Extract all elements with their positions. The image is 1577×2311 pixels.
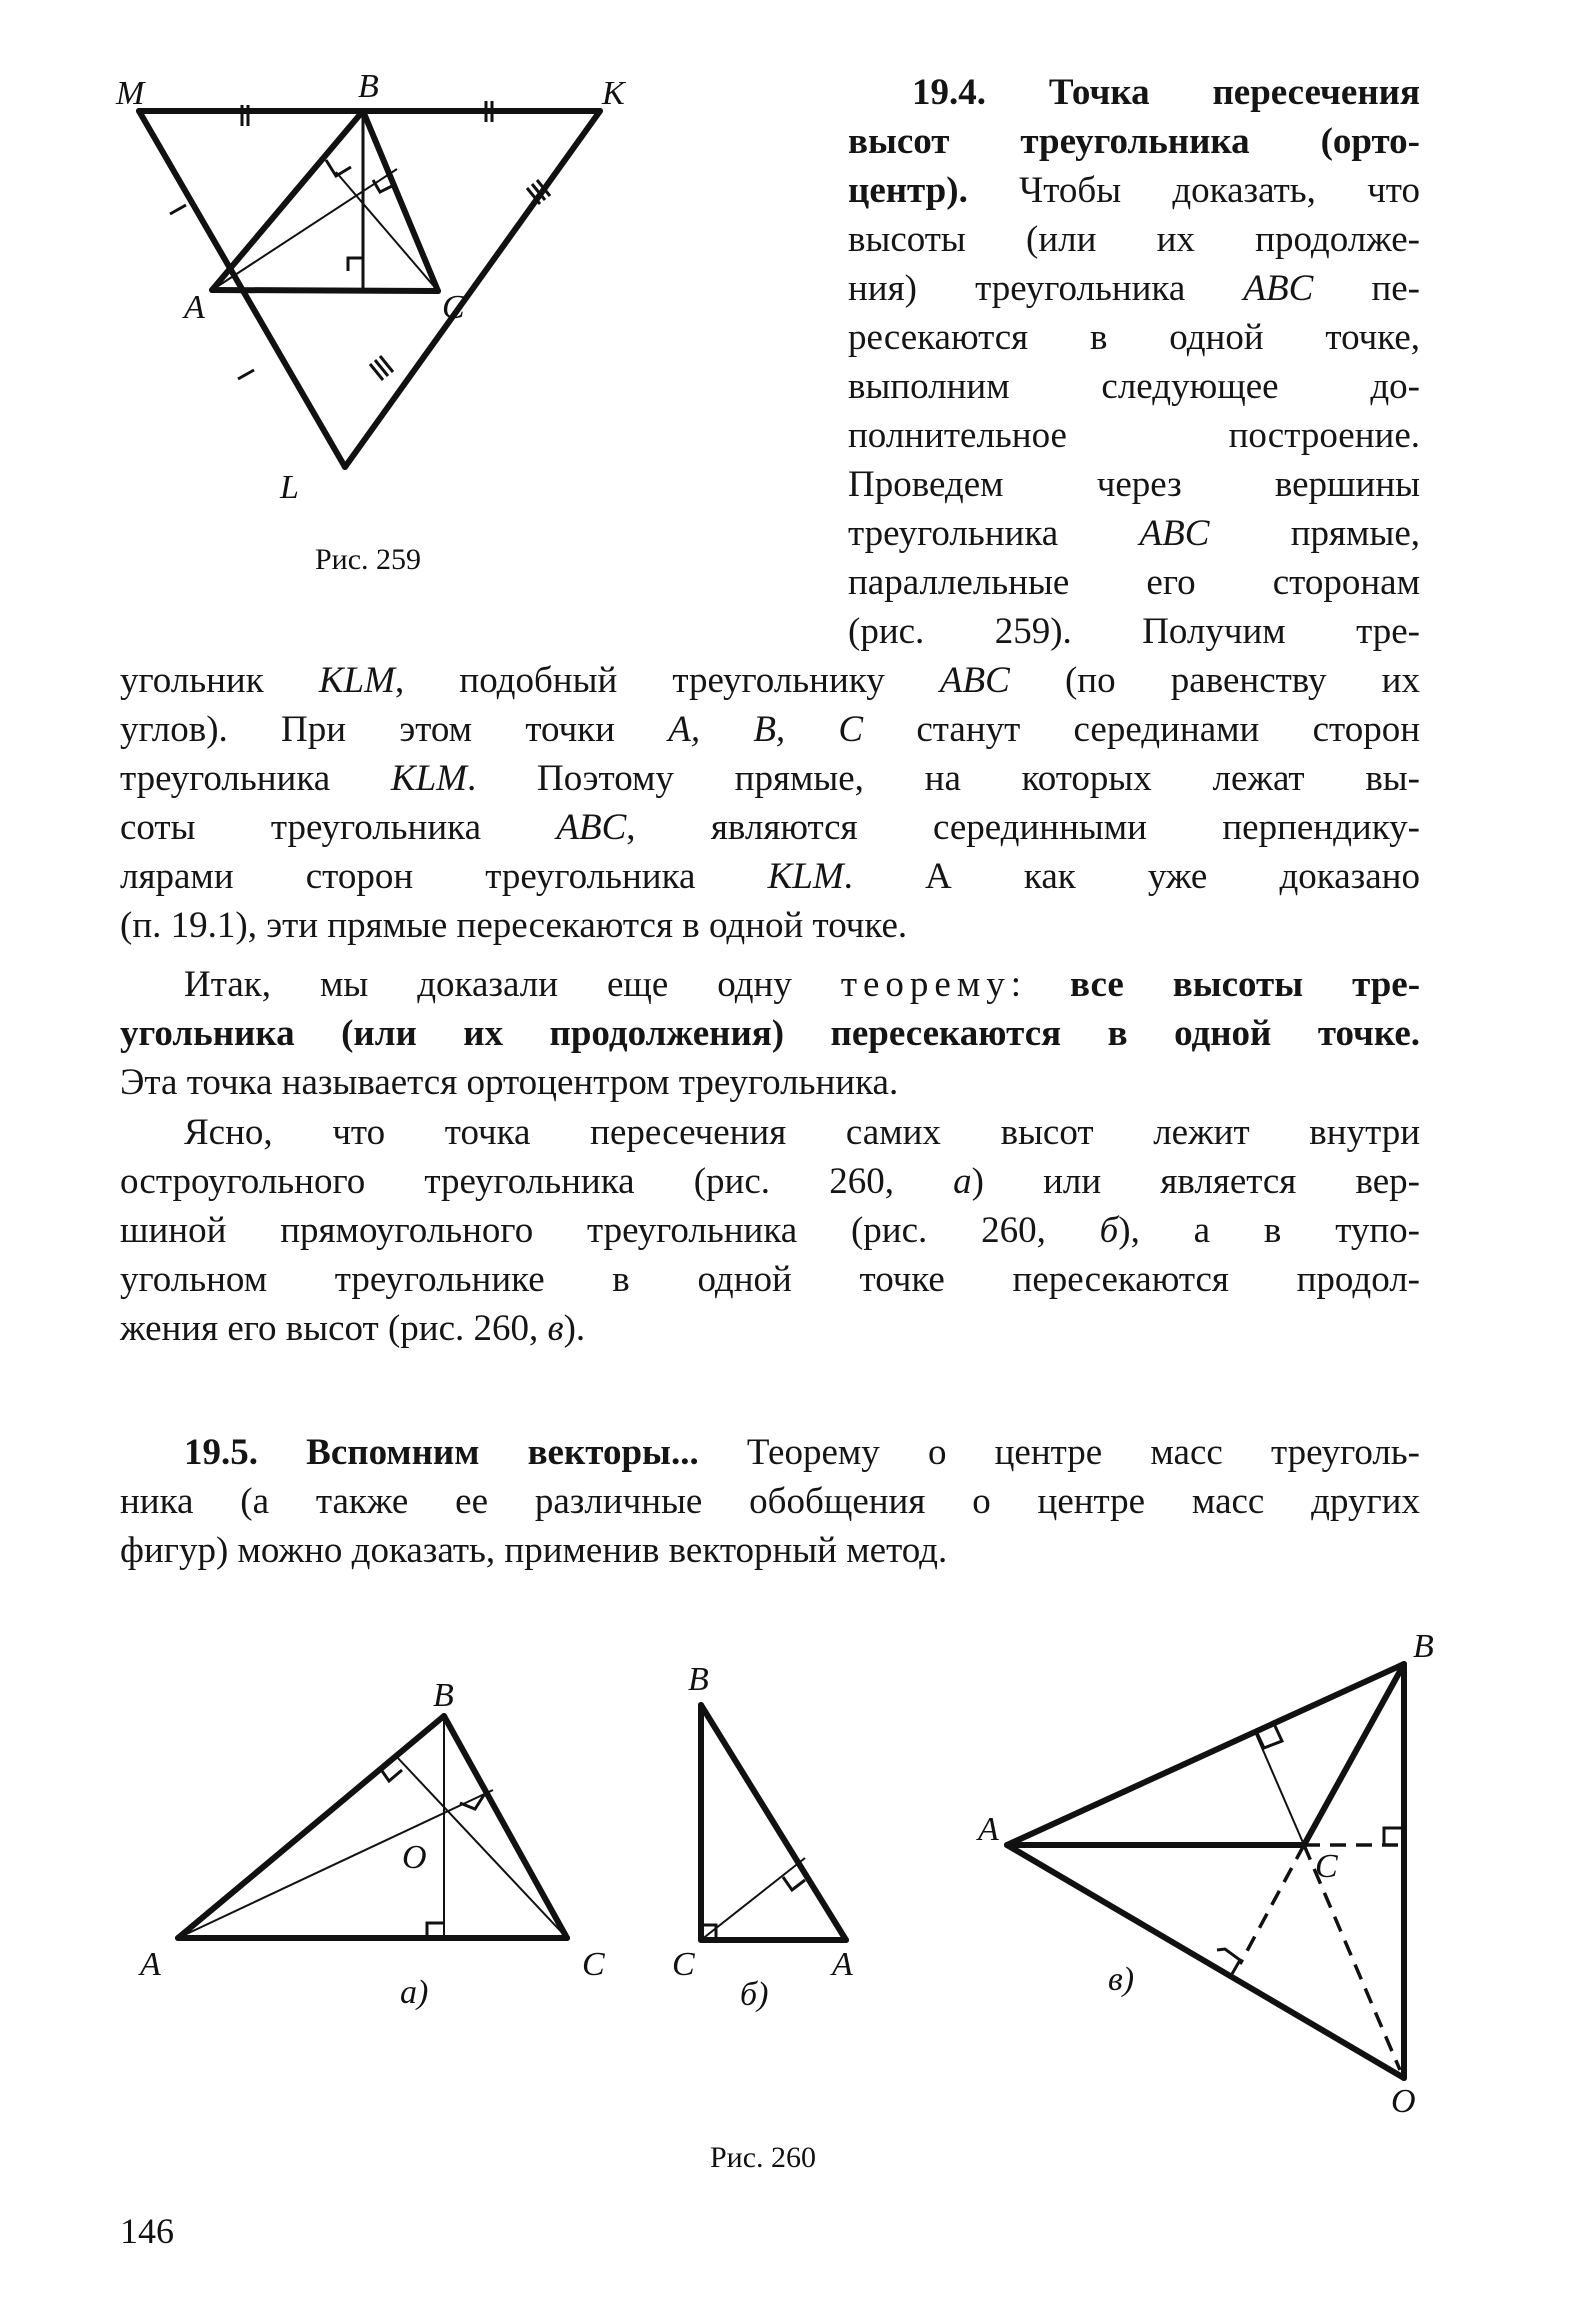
figure-260-caption: Рис. 260: [710, 2141, 817, 2174]
label-a: A: [832, 1946, 853, 1983]
text-line: фигур) можно доказать, применив векторный метод.: [120, 1530, 948, 1571]
text-line: угольном треугольнике в одной точке пересекаются продол-: [120, 1259, 1420, 1300]
text-line: Проведем через вершины: [848, 464, 1420, 505]
text-line: соты треугольника ABC, являются серединными перпендику-: [120, 807, 1420, 848]
text-line: 19.5. Вспомним векторы... Теорему о центре масс треуголь-: [184, 1432, 1420, 1473]
right-angle-mark: [783, 1877, 805, 1890]
text-line: Ясно, что точка пересечения самих высот лежит внутри: [184, 1112, 1420, 1153]
label-c: C: [1315, 1848, 1338, 1885]
label-c: C: [582, 1946, 605, 1983]
right-angle-mark: [460, 1795, 484, 1809]
text-line: шиной прямоугольного треугольника (рис. 260, б), а в тупо-: [120, 1210, 1420, 1251]
text-line: ния) треугольника ABC пе-: [848, 268, 1421, 309]
figure-260-b: [672, 1661, 853, 2013]
text-line: выполним следующее до-: [848, 366, 1420, 407]
subfigure-label-c: в): [1108, 1961, 1135, 1998]
label-b: B: [433, 1677, 454, 1714]
section-19-4-title-line: 19.4. Точка пересечения: [912, 72, 1420, 113]
label-o: O: [402, 1839, 427, 1876]
figure-259-caption: Рис. 259: [315, 543, 422, 576]
text-line: жения его высот (рис. 260, в).: [120, 1308, 586, 1349]
label-a: A: [184, 289, 205, 326]
altitude-from-a: [178, 1790, 493, 1938]
theorem-statement-line: угольника (или их продолжения) пересекаются в одной точке.: [120, 1013, 1420, 1054]
text-line: параллельные его сторонам: [848, 562, 1420, 603]
altitude-extension: [1240, 1845, 1304, 1964]
text-line: угольник KLM, подобный треугольнику ABC (по равенству их: [120, 660, 1420, 701]
text-line: ресекаются в одной точке,: [848, 317, 1420, 358]
text-line: полнительное построение.: [848, 415, 1420, 456]
text-line: центр). Чтобы доказать, что: [848, 170, 1420, 211]
page-number: 146: [120, 2211, 174, 2251]
section-19-5-title: 19.5. Вспомним векторы...: [184, 1432, 699, 1473]
subfigure-label-a: а): [400, 1974, 429, 2011]
label-l: L: [280, 469, 299, 506]
label-c: C: [442, 289, 465, 326]
text-line: Эта точка называется ортоцентром треугольника.: [120, 1062, 899, 1103]
label-b: B: [1413, 1628, 1434, 1665]
text-line: углов). При этом точки A, B, C станут серединами сторон: [120, 709, 1420, 750]
label-c: C: [672, 1946, 695, 1983]
label-a: A: [978, 1811, 999, 1848]
text-line: ника (а также ее различные обобщения о центре масс других: [120, 1481, 1420, 1522]
section-19-4-title-line: высот треугольника (орто-: [848, 121, 1420, 162]
text-line: лярами сторон треугольника KLM. А как уже доказано: [120, 856, 1420, 897]
altitude-from-c: [1256, 1734, 1304, 1845]
text-line: треугольника KLM. Поэтому прямые, на которых лежат вы-: [120, 758, 1420, 799]
text-line: остроугольного треугольника (рис. 260, а) или является вер-: [120, 1161, 1420, 1202]
label-a: A: [140, 1946, 161, 1983]
figure-260-c: [976, 1628, 1434, 2120]
label-b: B: [358, 68, 379, 105]
text-line: (п. 19.1), эти прямые пересекаются в одной точке.: [120, 905, 908, 946]
text-line: Итак, мы доказали еще одну теорему: все высоты тре-: [184, 964, 1421, 1005]
label-m: M: [116, 75, 145, 112]
text-line: (рис. 259). Получим тре-: [848, 611, 1420, 652]
label-o: O: [1391, 2083, 1416, 2120]
label-b: B: [688, 1661, 709, 1698]
text-line: треугольника ABC прямые,: [848, 513, 1421, 554]
text-line: высоты (или их продолже-: [848, 219, 1420, 260]
subfigure-label-b: б): [740, 1976, 769, 2013]
figure-260-a: [138, 1677, 605, 2011]
label-k: K: [602, 75, 625, 112]
